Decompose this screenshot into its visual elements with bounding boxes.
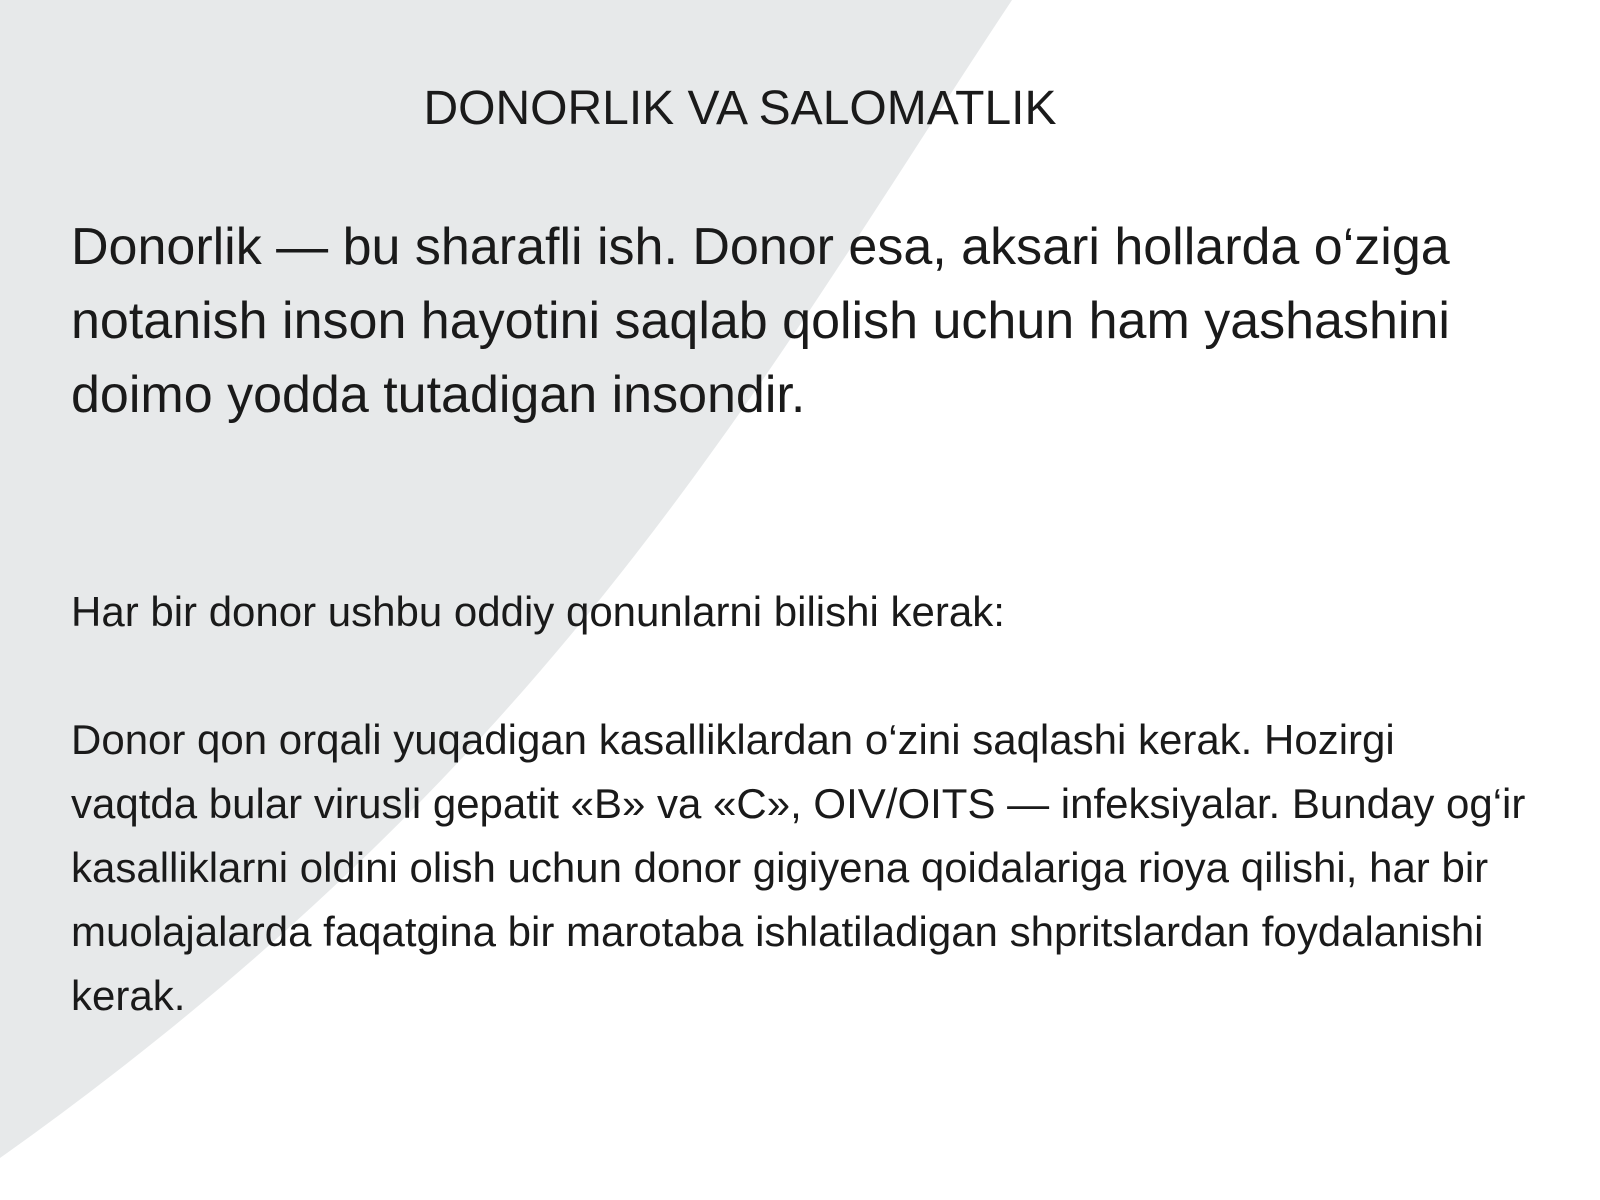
rules-heading: Har bir donor ushbu oddiy qonunlarni bilishi kerak: bbox=[71, 588, 1005, 635]
rules-paragraph: Donor qon orqali yuqadigan kasalliklardan o‘zini saqlashi kerak. Hozirgi vaqtda bular virusli gepatit «B» va «C», OIV/OITS — infeksiyalar. Bunday og‘ir kasalliklarni oldini olish uchun donor gigiyena qoidalariga rioya qilishi, har bir muolajalarda faqatgina bir marotaba ishlatiladigan shpritslardan foydalanishi kerak. bbox=[71, 716, 1526, 1019]
intro-paragraph: Donorlik — bu sharafli ish. Donor esa, aksari hollarda o‘ziga notanish inson hayotini saqlab qolish uchun ham yashashini doimo yodda tutadigan insondir. bbox=[71, 218, 1450, 424]
slide-title: DONORLIK VA SALOMATLIK bbox=[423, 82, 1057, 135]
